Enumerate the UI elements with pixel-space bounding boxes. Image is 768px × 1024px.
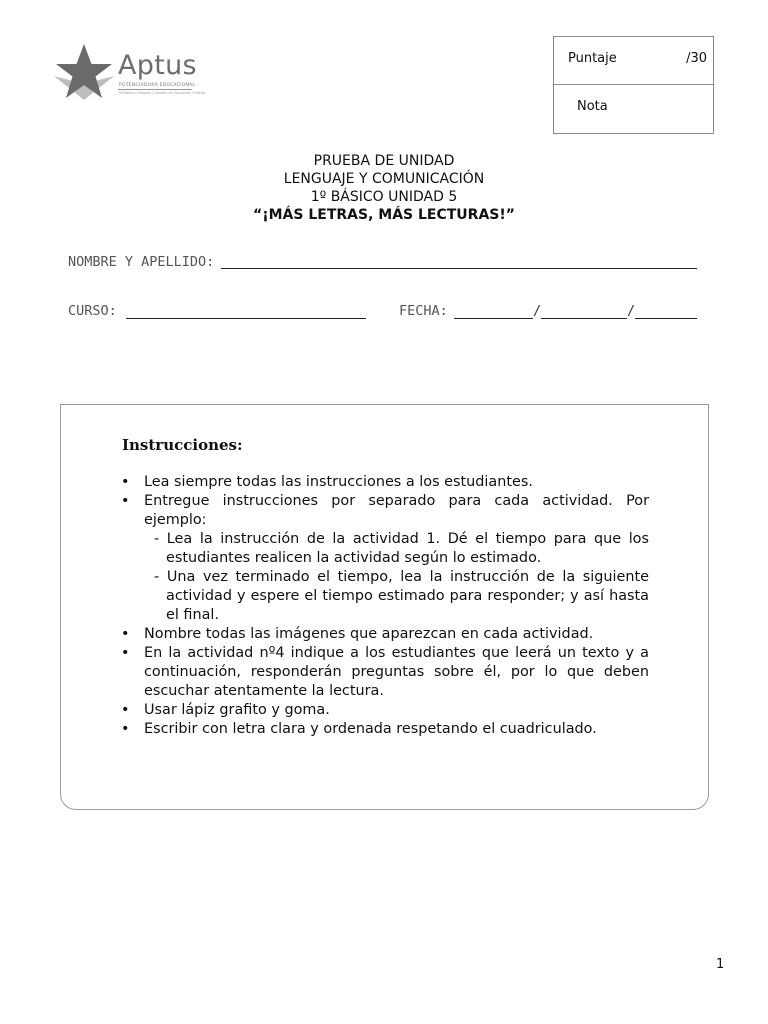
course-label: CURSO:	[68, 303, 117, 319]
list-item-text: Nombre todas las imágenes que aparezcan en cada actividad.	[144, 626, 594, 642]
title-line-4: “¡MÁS LETRAS, MÁS LECTURAS!”	[253, 207, 515, 223]
date-label: FECHA:	[399, 303, 448, 319]
name-label: NOMBRE Y APELLIDO:	[68, 254, 215, 270]
list-item	[121, 473, 649, 492]
list-item-text: Lea siempre todas las instrucciones a los estudiantes.	[144, 474, 533, 490]
test-title-block	[0, 152, 768, 224]
dash-icon: -	[154, 531, 160, 547]
score-max: /30	[686, 51, 707, 66]
logo-tagline: POTENCIADORA EDUCACIONAL	[119, 83, 196, 88]
title-line-1: PRUEBA DE UNIDAD	[313, 153, 455, 169]
title-line-3: 1º BÁSICO UNIDAD 5	[310, 189, 458, 205]
instructions-list	[121, 473, 649, 739]
list-item-text: En la actividad nº4 indique a los estudiantes que leerá un texto y a continuación, responderán preguntas sobre él, por lo que deben escuchar atentamente la lectura.	[144, 645, 649, 699]
name-field[interactable]	[221, 268, 697, 269]
sub-item-text: Lea la instrucción de la actividad 1. Dé el tiempo para que los estudiantes realicen la actividad según lo estimado.	[166, 531, 649, 566]
bullet-icon: •	[121, 493, 130, 509]
aptus-logo	[52, 42, 205, 104]
list-item	[121, 720, 649, 739]
score-label: Puntaje	[568, 51, 617, 66]
course-field[interactable]	[126, 318, 366, 319]
logo-divider	[118, 89, 192, 90]
date-separator: /	[533, 303, 542, 319]
list-item-text: Entregue instrucciones por separado para cada actividad. Por ejemplo:	[144, 493, 649, 528]
dash-icon: -	[154, 569, 160, 585]
logo-subtagline: Mi Nación Colegios | Gestión de Educación Chilena	[119, 91, 205, 95]
bullet-icon: •	[121, 626, 130, 642]
sub-list-item	[143, 530, 649, 568]
list-item	[121, 625, 649, 644]
bullet-icon: •	[121, 702, 130, 718]
list-item	[121, 701, 649, 720]
bullet-icon: •	[121, 645, 130, 661]
date-separator: /	[627, 303, 636, 319]
logo-wordmark: Aptus	[118, 50, 197, 81]
title-line-2: LENGUAJE Y COMUNICACIÓN	[283, 171, 485, 187]
list-item	[121, 492, 649, 625]
list-item-text: Escribir con letra clara y ordenada respetando el cuadriculado.	[144, 721, 597, 737]
instructions-panel	[60, 404, 709, 810]
bullet-icon: •	[121, 721, 130, 737]
sub-list-item	[143, 568, 649, 625]
list-item-text: Usar lápiz grafito y goma.	[144, 702, 330, 718]
date-month-field[interactable]	[541, 318, 627, 319]
bullet-icon: •	[121, 474, 130, 490]
score-row	[554, 37, 713, 85]
score-box	[553, 36, 714, 134]
date-day-field[interactable]	[454, 318, 533, 319]
instructions-heading: Instrucciones:	[122, 436, 243, 454]
list-item	[121, 644, 649, 701]
page-number: 1	[716, 957, 725, 972]
grade-label: Nota	[577, 99, 608, 114]
star-logo-icon	[52, 42, 116, 104]
date-year-field[interactable]	[635, 318, 697, 319]
sub-item-text: Una vez terminado el tiempo, lea la instrucción de la siguiente actividad y espere el tiempo estimado para responder; y así hasta el final.	[166, 569, 649, 623]
